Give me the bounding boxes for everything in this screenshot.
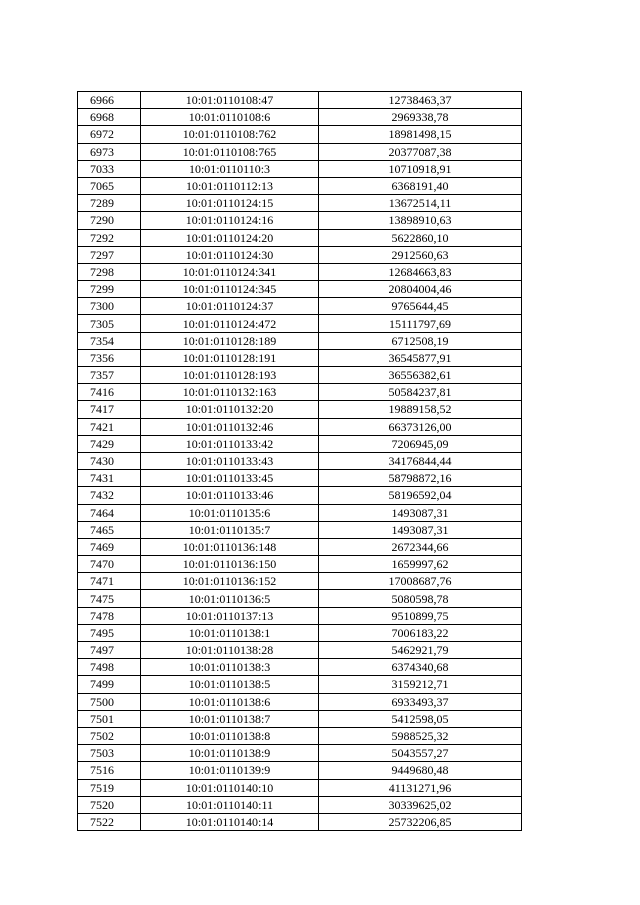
row-number-cell: 7500 [78,693,141,710]
table-row [78,349,522,366]
table-row [78,487,522,504]
value-cell: 12738463,37 [319,92,522,109]
cadastral-number-cell: 10:01:0110138:1 [141,624,319,641]
row-number-cell: 7475 [78,590,141,607]
table-row [78,762,522,779]
cadastral-number-cell: 10:01:0110108:6 [141,109,319,126]
table-row [78,573,522,590]
cadastral-number-cell: 10:01:0110138:5 [141,676,319,693]
row-number-cell: 7502 [78,727,141,744]
value-cell: 5622860,10 [319,229,522,246]
row-number-cell: 7297 [78,246,141,263]
table-row [78,160,522,177]
cadastral-number-cell: 10:01:0110108:765 [141,143,319,160]
row-number-cell: 7416 [78,384,141,401]
row-number-cell: 7464 [78,504,141,521]
table-row [78,418,522,435]
value-cell: 34176844,44 [319,452,522,469]
value-cell: 5412598,05 [319,710,522,727]
table-row [78,504,522,521]
table-row [78,212,522,229]
value-cell: 7206945,09 [319,435,522,452]
cadastral-number-cell: 10:01:0110139:9 [141,762,319,779]
table-row [78,384,522,401]
value-cell: 58798872,16 [319,470,522,487]
row-number-cell: 7432 [78,487,141,504]
value-cell: 7006183,22 [319,624,522,641]
cadastral-number-cell: 10:01:0110124:341 [141,263,319,280]
table-row [78,401,522,418]
cadastral-number-cell: 10:01:0110140:10 [141,779,319,796]
value-cell: 58196592,04 [319,487,522,504]
table-row [78,332,522,349]
cadastral-number-cell: 10:01:0110124:345 [141,281,319,298]
table-row [78,298,522,315]
table-row [78,659,522,676]
value-cell: 5462921,79 [319,642,522,659]
value-cell: 1493087,31 [319,504,522,521]
table-row [78,556,522,573]
cadastral-number-cell: 10:01:0110108:47 [141,92,319,109]
cadastral-value-table [77,91,522,831]
row-number-cell: 7471 [78,573,141,590]
row-number-cell: 7469 [78,538,141,555]
value-cell: 9510899,75 [319,607,522,624]
value-cell: 18981498,15 [319,126,522,143]
table-row [78,710,522,727]
row-number-cell: 7522 [78,813,141,830]
value-cell: 9449680,48 [319,762,522,779]
cadastral-number-cell: 10:01:0110136:148 [141,538,319,555]
table-body [78,92,522,831]
cadastral-number-cell: 10:01:0110136:150 [141,556,319,573]
cadastral-number-cell: 10:01:0110138:6 [141,693,319,710]
row-number-cell: 7429 [78,435,141,452]
cadastral-number-cell: 10:01:0110124:37 [141,298,319,315]
value-cell: 10710918,91 [319,160,522,177]
value-cell: 9765644,45 [319,298,522,315]
value-cell: 36545877,91 [319,349,522,366]
cadastral-number-cell: 10:01:0110140:14 [141,813,319,830]
table-row [78,813,522,830]
cadastral-number-cell: 10:01:0110136:152 [141,573,319,590]
cadastral-number-cell: 10:01:0110138:9 [141,745,319,762]
table-row [78,246,522,263]
value-cell: 50584237,81 [319,384,522,401]
cadastral-number-cell: 10:01:0110124:472 [141,315,319,332]
row-number-cell: 7499 [78,676,141,693]
table-row [78,435,522,452]
table-row [78,590,522,607]
row-number-cell: 7516 [78,762,141,779]
value-cell: 17008687,76 [319,573,522,590]
row-number-cell: 7519 [78,779,141,796]
table-row [78,676,522,693]
table-row [78,177,522,194]
row-number-cell: 7033 [78,160,141,177]
cadastral-number-cell: 10:01:0110108:762 [141,126,319,143]
row-number-cell: 7431 [78,470,141,487]
cadastral-number-cell: 10:01:0110132:20 [141,401,319,418]
table-row [78,470,522,487]
row-number-cell: 6968 [78,109,141,126]
row-number-cell: 7417 [78,401,141,418]
cadastral-number-cell: 10:01:0110138:3 [141,659,319,676]
row-number-cell: 6972 [78,126,141,143]
value-cell: 2912560,63 [319,246,522,263]
table-row [78,143,522,160]
value-cell: 30339625,02 [319,796,522,813]
row-number-cell: 7421 [78,418,141,435]
table-row [78,607,522,624]
table-row [78,367,522,384]
value-cell: 2672344,66 [319,538,522,555]
table-row [78,693,522,710]
row-number-cell: 7298 [78,263,141,280]
cadastral-number-cell: 10:01:0110133:43 [141,452,319,469]
cadastral-number-cell: 10:01:0110133:46 [141,487,319,504]
value-cell: 13898910,63 [319,212,522,229]
value-cell: 5988525,32 [319,727,522,744]
value-cell: 6933493,37 [319,693,522,710]
value-cell: 36556382,61 [319,367,522,384]
row-number-cell: 7305 [78,315,141,332]
value-cell: 5043557,27 [319,745,522,762]
value-cell: 5080598,78 [319,590,522,607]
cadastral-number-cell: 10:01:0110128:189 [141,332,319,349]
cadastral-number-cell: 10:01:0110133:45 [141,470,319,487]
value-cell: 41131271,96 [319,779,522,796]
table-row [78,727,522,744]
row-number-cell: 7470 [78,556,141,573]
table-row [78,229,522,246]
value-cell: 12684663,83 [319,263,522,280]
value-cell: 13672514,11 [319,195,522,212]
cadastral-number-cell: 10:01:0110132:163 [141,384,319,401]
row-number-cell: 7289 [78,195,141,212]
row-number-cell: 7354 [78,332,141,349]
value-cell: 6712508,19 [319,332,522,349]
cadastral-number-cell: 10:01:0110124:30 [141,246,319,263]
table-row [78,263,522,280]
table-row [78,779,522,796]
cadastral-number-cell: 10:01:0110124:16 [141,212,319,229]
row-number-cell: 7501 [78,710,141,727]
row-number-cell: 6973 [78,143,141,160]
table-row [78,452,522,469]
row-number-cell: 7520 [78,796,141,813]
row-number-cell: 7478 [78,607,141,624]
cadastral-number-cell: 10:01:0110140:11 [141,796,319,813]
table-row [78,745,522,762]
row-number-cell: 7356 [78,349,141,366]
cadastral-number-cell: 10:01:0110128:193 [141,367,319,384]
value-cell: 2969338,78 [319,109,522,126]
table-row [78,642,522,659]
table-row [78,126,522,143]
value-cell: 15111797,69 [319,315,522,332]
cadastral-number-cell: 10:01:0110137:13 [141,607,319,624]
value-cell: 6368191,40 [319,177,522,194]
row-number-cell: 7065 [78,177,141,194]
value-cell: 1493087,31 [319,521,522,538]
row-number-cell: 7357 [78,367,141,384]
value-cell: 1659997,62 [319,556,522,573]
cadastral-number-cell: 10:01:0110112:13 [141,177,319,194]
cadastral-number-cell: 10:01:0110124:15 [141,195,319,212]
cadastral-number-cell: 10:01:0110135:7 [141,521,319,538]
row-number-cell: 7497 [78,642,141,659]
value-cell: 25732206,85 [319,813,522,830]
cadastral-number-cell: 10:01:0110110:3 [141,160,319,177]
value-cell: 20377087,38 [319,143,522,160]
value-cell: 66373126,00 [319,418,522,435]
cadastral-number-cell: 10:01:0110138:8 [141,727,319,744]
table-row [78,521,522,538]
row-number-cell: 6966 [78,92,141,109]
table-row [78,624,522,641]
cadastral-number-cell: 10:01:0110138:28 [141,642,319,659]
cadastral-number-cell: 10:01:0110138:7 [141,710,319,727]
cadastral-number-cell: 10:01:0110132:46 [141,418,319,435]
table-row [78,796,522,813]
row-number-cell: 7495 [78,624,141,641]
row-number-cell: 7503 [78,745,141,762]
cadastral-number-cell: 10:01:0110128:191 [141,349,319,366]
value-cell: 19889158,52 [319,401,522,418]
table-row [78,195,522,212]
cadastral-number-cell: 10:01:0110133:42 [141,435,319,452]
cadastral-number-cell: 10:01:0110136:5 [141,590,319,607]
value-cell: 20804004,46 [319,281,522,298]
row-number-cell: 7300 [78,298,141,315]
row-number-cell: 7292 [78,229,141,246]
cadastral-number-cell: 10:01:0110124:20 [141,229,319,246]
row-number-cell: 7465 [78,521,141,538]
table-row [78,281,522,298]
row-number-cell: 7498 [78,659,141,676]
row-number-cell: 7290 [78,212,141,229]
value-cell: 6374340,68 [319,659,522,676]
cadastral-number-cell: 10:01:0110135:6 [141,504,319,521]
table-row [78,538,522,555]
row-number-cell: 7430 [78,452,141,469]
table-row [78,109,522,126]
table-row [78,315,522,332]
row-number-cell: 7299 [78,281,141,298]
value-cell: 3159212,71 [319,676,522,693]
table-row [78,92,522,109]
